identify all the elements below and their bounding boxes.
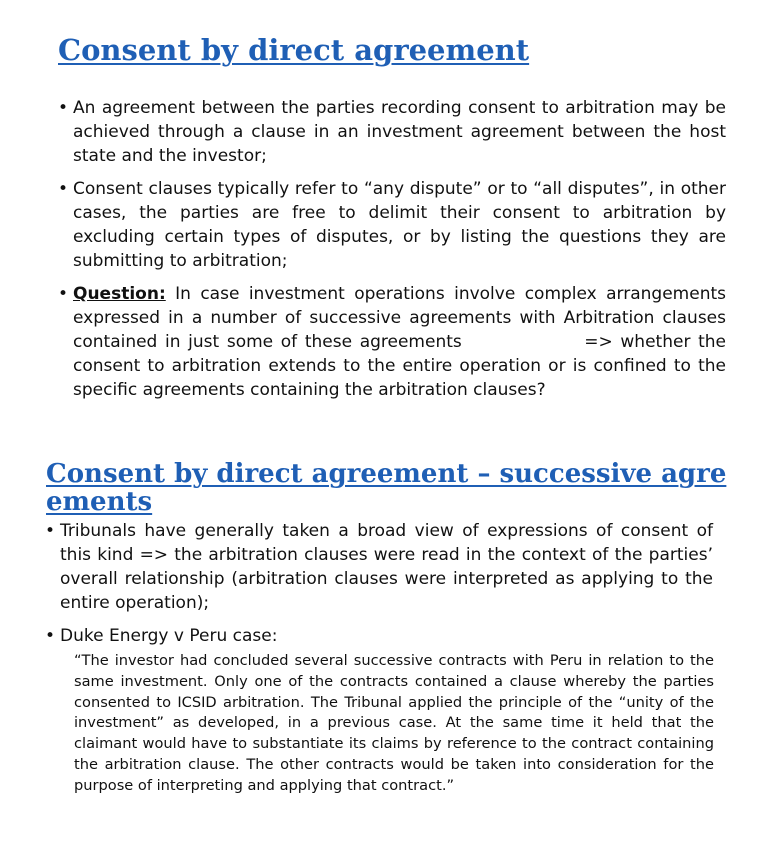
bullet-icon: • bbox=[45, 626, 56, 646]
bullet-text: An agreement between the parties recording consent to arbitration may be achieved through a clause in an investment agreement between the host state and the investor; bbox=[73, 98, 726, 166]
bullet-list-consent bbox=[58, 96, 726, 411]
bullet-text: Consent clauses typically refer to “any dispute” or to “all disputes”, in other cases, the parties are free to delimit their consent to arbitration by excluding certain types of disputes, or by listing the questions they are submitting to arbitration; bbox=[73, 179, 726, 271]
bullet-list-successive bbox=[45, 519, 713, 657]
bullet-text: Duke Energy v Peru case: bbox=[60, 626, 278, 646]
bullet-icon: • bbox=[58, 179, 69, 199]
bullet-icon: • bbox=[45, 521, 56, 541]
bullet-text: Tribunals have generally taken a broad view of expressions of consent of this kind => the arbitration clauses were read in the context of the parties’ overall relationship (arbitration clauses were interpreted as applying to the entire operation); bbox=[60, 521, 713, 613]
section-title-successive-agreements: Consent by direct agreement – successive agreements bbox=[46, 459, 727, 517]
section-title-consent: Consent by direct agreement bbox=[58, 33, 530, 67]
bullet-item bbox=[58, 96, 726, 168]
bullet-item-question bbox=[58, 282, 726, 402]
question-text: In case investment operations involve complex arrangements expressed in a number of successive agreements with Arbitration clauses contained in just some of these agreements => whether the consent to arbitration extends to the entire operation or is confined to the specific agreements containing the arbitration clauses? bbox=[73, 284, 726, 400]
bullet-item bbox=[45, 624, 713, 648]
case-quote: “The investor had concluded several successive contracts with Peru in relation to the same investment. Only one of the contracts contained a clause whereby the parties consented to ICSID arbitration. The Tribunal applied the principle of the “unity of the investment” as developed, in a previous case. At the same time it held that the claimant would have to substantiate its claims by reference to the contract containing the arbitration clause. The other contracts would be taken into consideration for the purpose of interpreting and applying that contract.” bbox=[74, 652, 714, 794]
bullet-icon: • bbox=[58, 284, 69, 304]
bullet-icon: • bbox=[58, 98, 69, 118]
question-label: Question: bbox=[73, 284, 166, 304]
bullet-item bbox=[45, 519, 713, 615]
bullet-item bbox=[58, 177, 726, 273]
